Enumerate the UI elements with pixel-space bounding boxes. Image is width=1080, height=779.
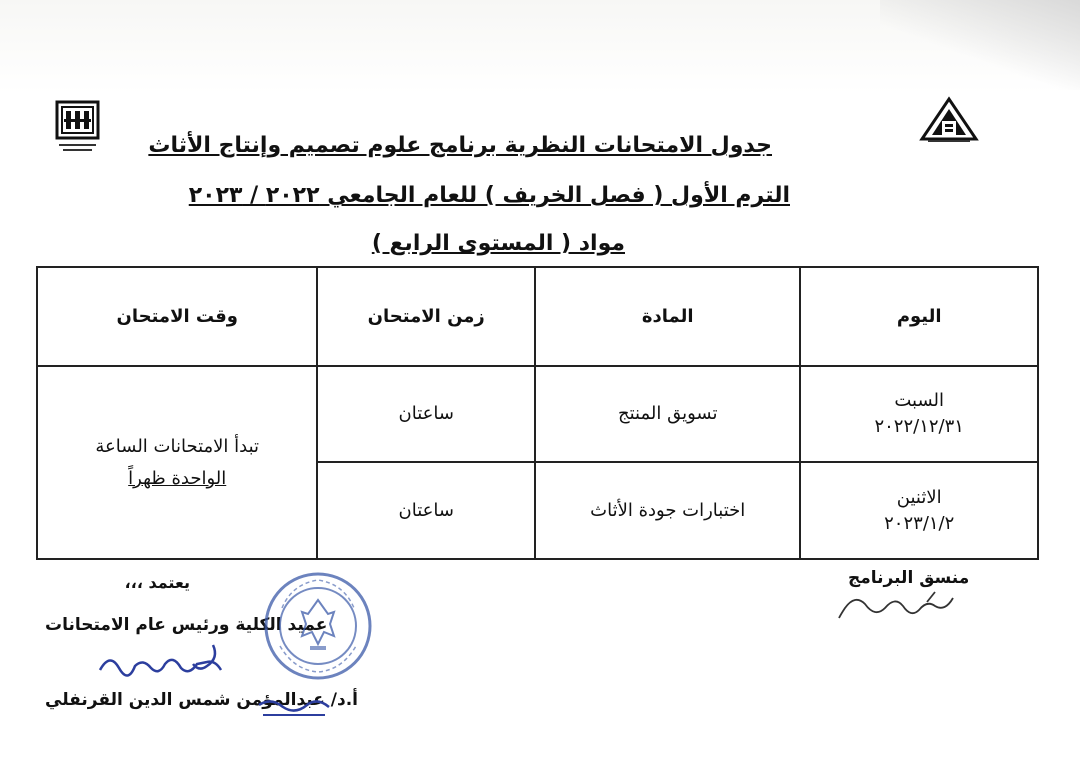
university-logo-icon — [918, 95, 980, 145]
exam-schedule-table — [36, 266, 1039, 560]
duration-cell: ساعتان — [317, 366, 535, 462]
day-date: ٢٠٢٢/١٢/٣١ — [874, 416, 964, 437]
coordinator-signature-icon — [835, 588, 960, 623]
day-name: السبت — [894, 390, 945, 411]
page-fold-shadow — [880, 0, 1080, 90]
dean-signature-icon — [95, 640, 245, 685]
exam-time-line1: تبدأ الامتحانات الساعة — [95, 435, 260, 457]
page-title: جدول الامتحانات النظرية برنامج علوم تصميم وإنتاج الأثاث — [148, 133, 772, 158]
day-date: ٢٠٢٣/١/٢ — [884, 512, 955, 534]
approval-label: يعتمد ،،، — [124, 573, 190, 592]
term-title: الترم الأول ( فصل الخريف ) للعام الجامعي ٢٠٢٢ / ٢٠٢٣ — [188, 183, 790, 208]
table-row — [37, 366, 1038, 462]
dean-title: عميد الكلية ورئيس عام الامتحانات — [45, 615, 328, 635]
subject-cell: اختبارات جودة الأثاث — [535, 462, 800, 559]
exam-time-cell — [37, 366, 317, 559]
faculty-logo-icon — [55, 100, 100, 170]
dean-name: أ.د/ عبدالمؤمن شمس الدين القرنفلي — [45, 690, 358, 710]
day-cell — [800, 462, 1038, 559]
dean-initials-icon — [255, 693, 335, 723]
subject-cell: تسويق المنتج — [535, 366, 800, 462]
day-name: الاثنين — [896, 486, 942, 508]
coordinator-title: منسق البرنامج — [848, 568, 970, 588]
table-header-row — [37, 267, 1038, 366]
column-header-duration: زمن الامتحان — [317, 267, 535, 366]
duration-cell: ساعتان — [317, 462, 535, 559]
column-header-subject: المادة — [535, 267, 800, 366]
exam-time-line2: الواحدة ظهراً — [128, 467, 227, 489]
column-header-time: وقت الامتحان — [37, 267, 317, 366]
level-title: مواد ( المستوى الرابع ) — [371, 231, 625, 256]
column-header-day: اليوم — [800, 267, 1038, 366]
university-seal-icon — [262, 570, 374, 682]
day-cell — [800, 366, 1038, 462]
